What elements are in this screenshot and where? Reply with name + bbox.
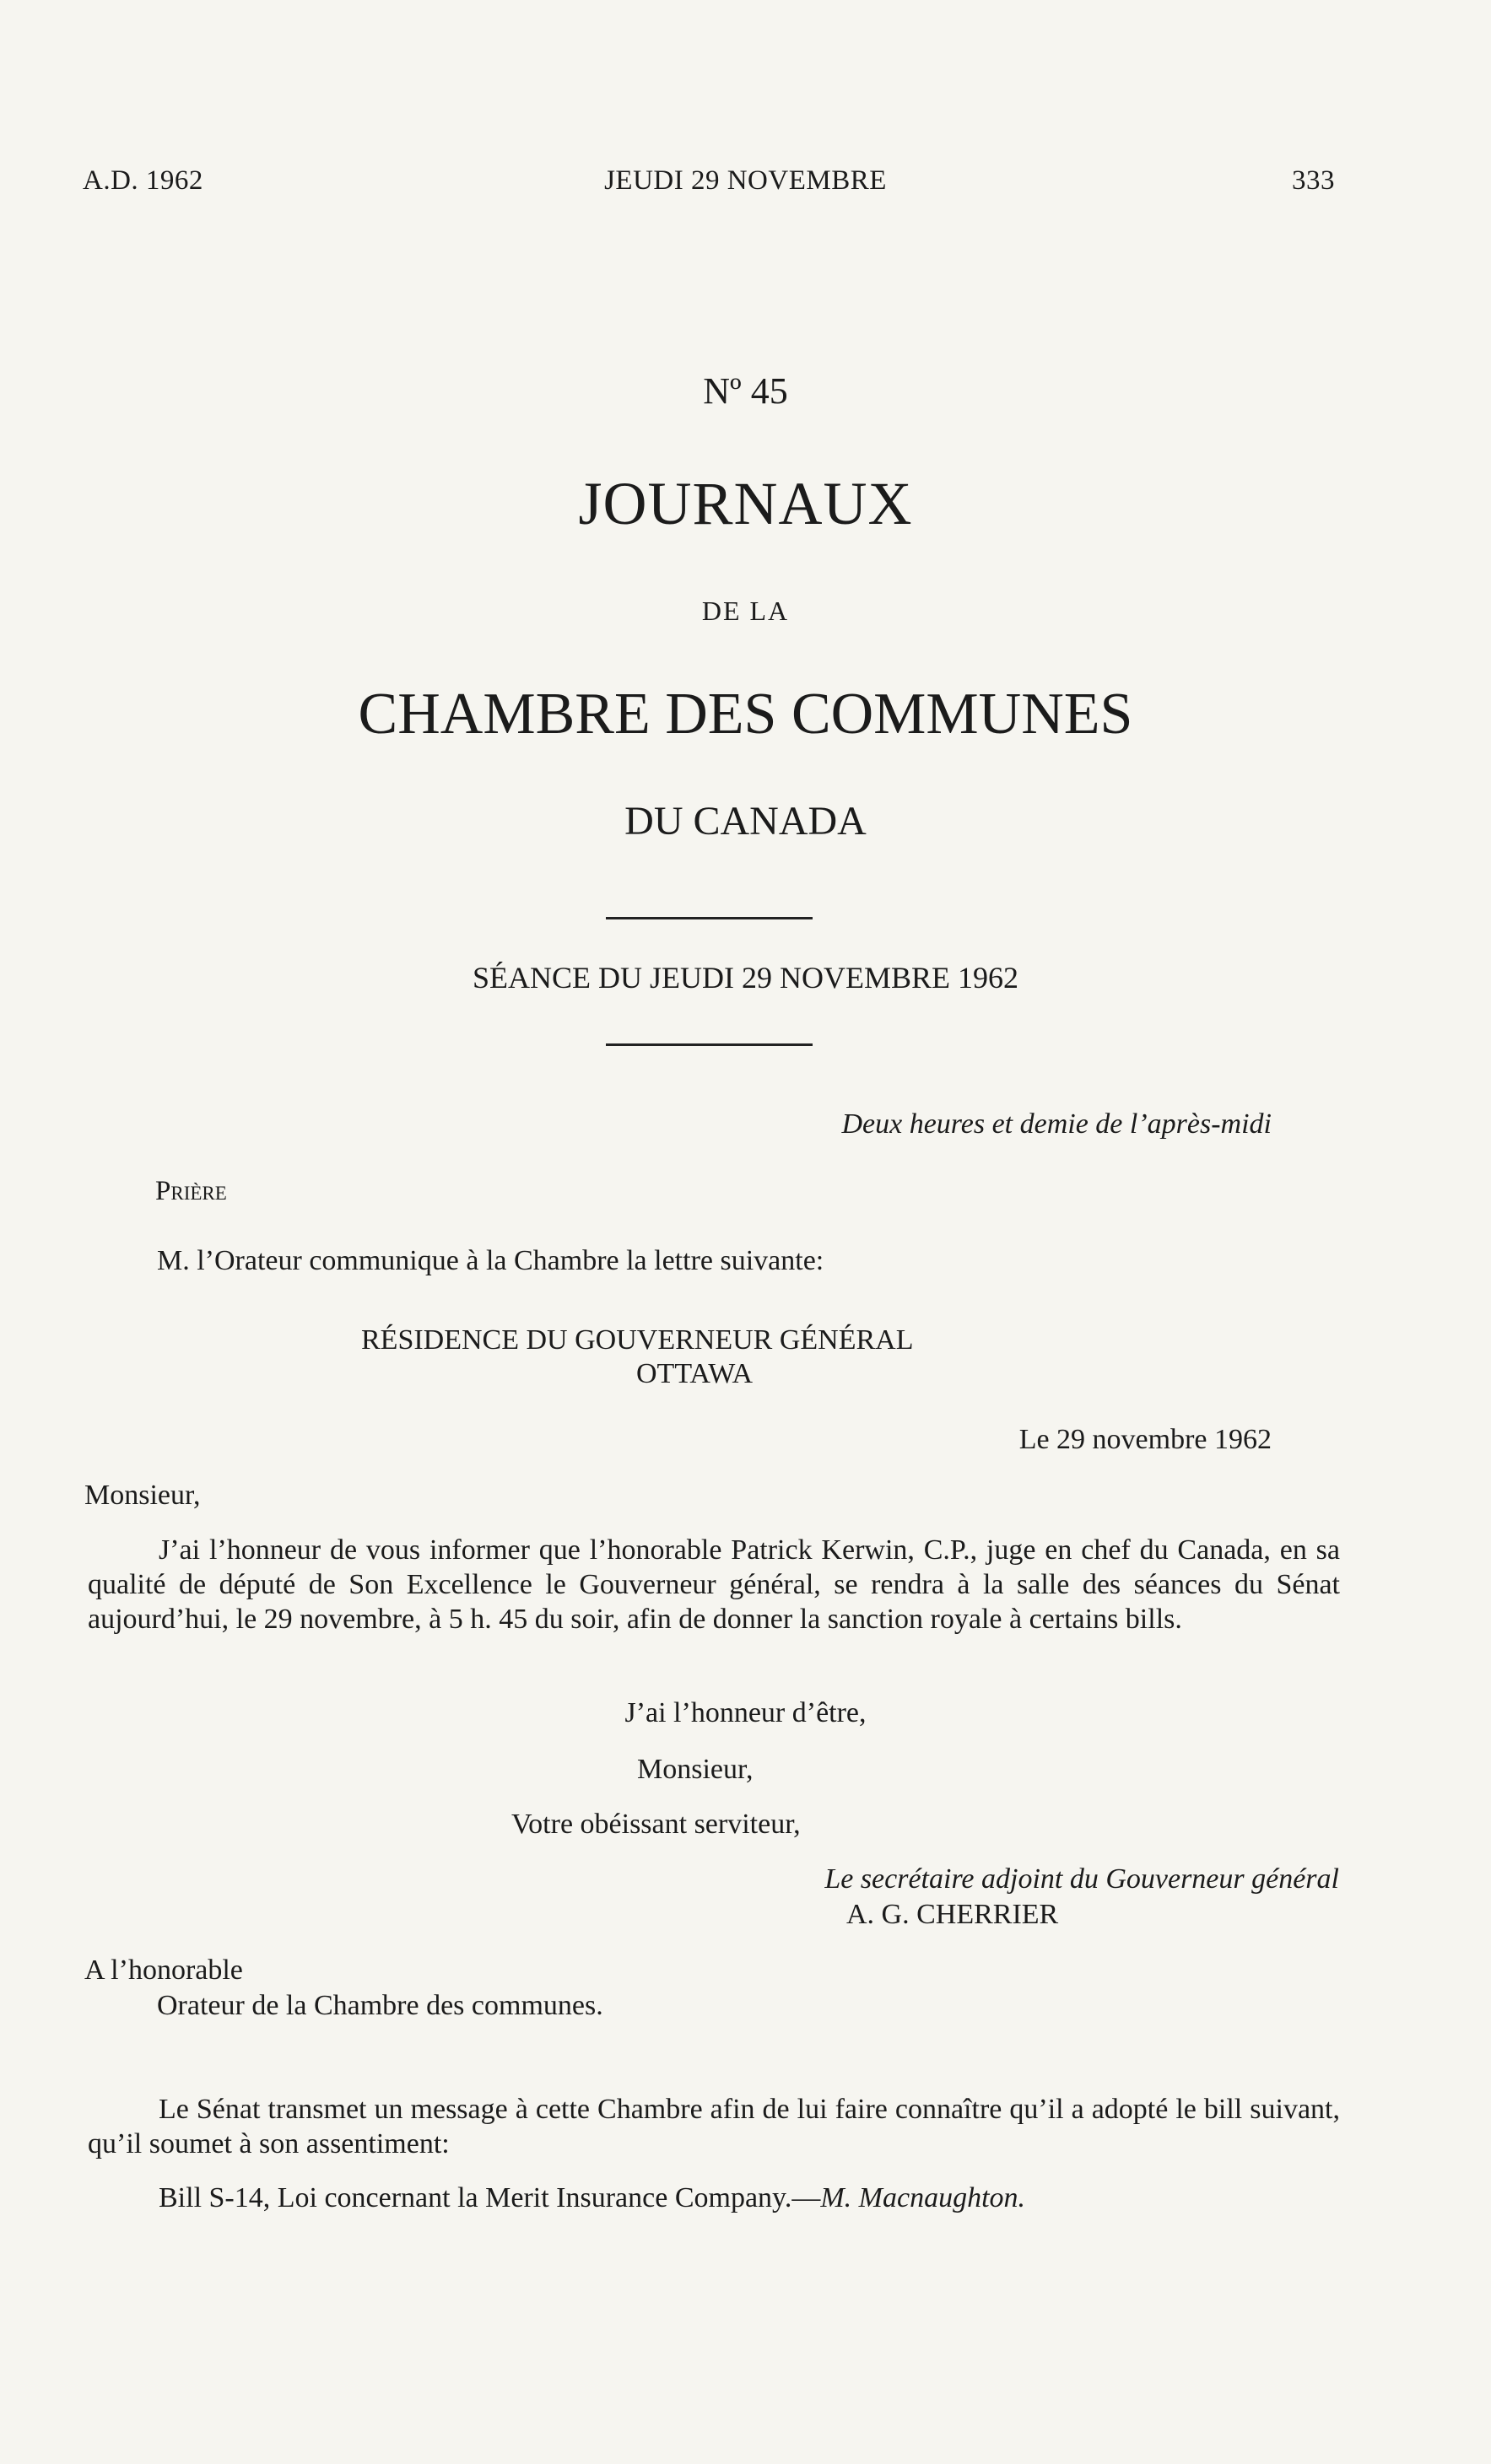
title-de-la: DE LA	[701, 596, 790, 626]
page-number: 333	[1292, 165, 1335, 196]
chambre-title: CHAMBRE DES COMMUNES	[358, 682, 1133, 747]
letter-body: J’ai l’honneur de vous informer que l’honorable Patrick Kerwin, C.P., juge en chef du Canada, en sa qualité de député de Son Excellence le Gouverneur général, se rendra à la salle des séances du Sénat aujourd’hui, le 29 novembre, à 5 h. 45 du soir, afin de donner la sanction royale à certains bills.	[88, 1534, 1340, 1635]
journal-number: Nº 45	[703, 370, 788, 412]
recipient-line2: Orateur de la Chambre des communes.	[157, 1990, 603, 2021]
bill-entry	[159, 2181, 1025, 2215]
letter-closing-3: Votre obéissant serviteur,	[511, 1809, 801, 1840]
canada-title: DU CANADA	[624, 799, 867, 844]
senate-message: Le Sénat transmet un message à cette Chambre afin de lui faire connaître qu’il a adopté le bill suivant, qu’il soumet à son assentiment:	[88, 2094, 1340, 2159]
letter-salutation: Monsieur,	[84, 1480, 201, 1511]
letter-date: Le 29 novembre 1962	[1018, 1424, 1272, 1455]
bill-sponsor: M. Macnaughton.	[820, 2182, 1026, 2213]
recipient-line1: A l’honorable	[84, 1954, 243, 1986]
session-time: Deux heures et demie de l’après-midi	[841, 1108, 1272, 1140]
letter-closing-1: J’ai l’honneur d’être,	[624, 1697, 867, 1728]
divider-top	[606, 917, 813, 919]
journal-title: JOURNAUX	[578, 470, 913, 537]
letter-address-line1: RÉSIDENCE DU GOUVERNEUR GÉNÉRAL	[361, 1324, 914, 1356]
header-year: A.D. 1962	[83, 165, 203, 196]
signature-name: A. G. CHERRIER	[846, 1899, 1059, 1930]
divider-bottom	[606, 1043, 813, 1046]
letter-closing-2: Monsieur,	[637, 1754, 754, 1785]
signature-title: Le secrétaire adjoint du Gouverneur général	[824, 1863, 1339, 1895]
intro-paragraph: M. l’Orateur communique à la Chambre la lettre suivante:	[157, 1245, 824, 1276]
bill-text: Bill S-14, Loi concernant la Merit Insurance Company.—	[159, 2182, 821, 2213]
seance-heading: SÉANCE DU JEUDI 29 NOVEMBRE 1962	[473, 961, 1018, 995]
header-date: JEUDI 29 NOVEMBRE	[604, 165, 887, 196]
letter-address-line2: OTTAWA	[636, 1358, 754, 1389]
priere-heading: Prière	[155, 1176, 227, 1206]
